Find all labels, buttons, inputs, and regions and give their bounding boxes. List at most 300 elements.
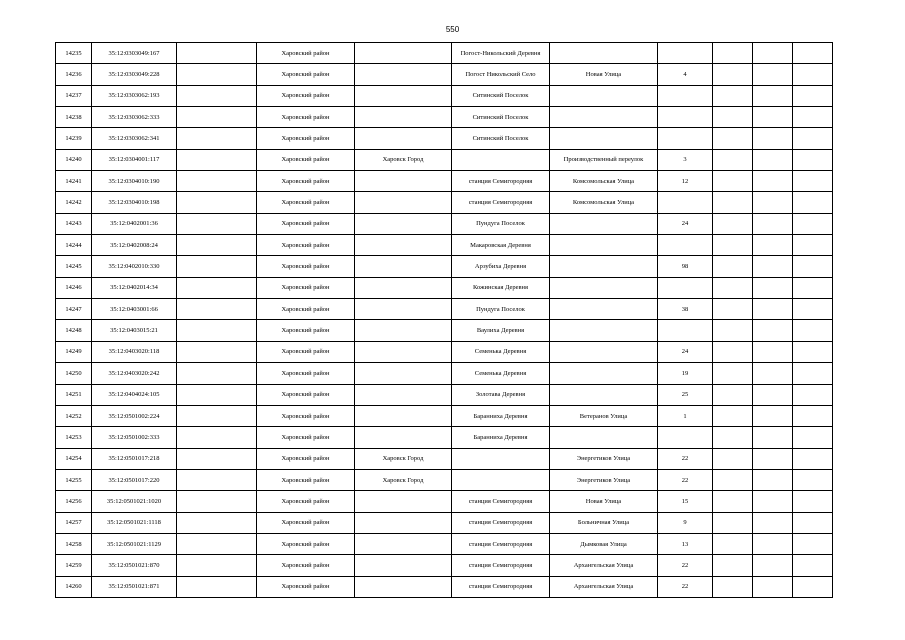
blank-cell xyxy=(177,128,257,149)
extra-cell-1 xyxy=(713,149,753,170)
extra-cell-1 xyxy=(713,277,753,298)
city-cell xyxy=(355,341,452,362)
street-cell: Энергетиков Улица xyxy=(550,469,658,490)
district-cell: Харовский район xyxy=(257,235,355,256)
extra-cell-3 xyxy=(793,363,833,384)
street-cell xyxy=(550,277,658,298)
district-cell: Харовский район xyxy=(257,64,355,85)
extra-cell-3 xyxy=(793,427,833,448)
table-row xyxy=(56,85,833,106)
extra-cell-2 xyxy=(753,128,793,149)
extra-cell-2 xyxy=(753,512,793,533)
house-number-cell: 24 xyxy=(658,341,713,362)
extra-cell-3 xyxy=(793,235,833,256)
blank-cell xyxy=(177,384,257,405)
table-row xyxy=(56,171,833,192)
district-cell: Харовский район xyxy=(257,128,355,149)
extra-cell-2 xyxy=(753,363,793,384)
extra-cell-3 xyxy=(793,256,833,277)
city-cell xyxy=(355,235,452,256)
city-cell xyxy=(355,363,452,384)
city-cell xyxy=(355,213,452,234)
house-number-cell: 13 xyxy=(658,533,713,554)
city-cell xyxy=(355,405,452,426)
settlement-cell: Пундуга Поселок xyxy=(452,299,550,320)
cadastral-number-cell: 35:12:0403020:118 xyxy=(92,341,177,362)
street-cell xyxy=(550,256,658,277)
district-cell: Харовский район xyxy=(257,171,355,192)
row-number-cell: 14257 xyxy=(56,512,92,533)
settlement-cell: Баранниха Деревня xyxy=(452,427,550,448)
district-cell: Харовский район xyxy=(257,512,355,533)
extra-cell-2 xyxy=(753,192,793,213)
settlement-cell: Ситинский Поселок xyxy=(452,107,550,128)
table-row xyxy=(56,107,833,128)
extra-cell-1 xyxy=(713,491,753,512)
house-number-cell xyxy=(658,43,713,64)
house-number-cell xyxy=(658,107,713,128)
extra-cell-2 xyxy=(753,491,793,512)
house-number-cell: 4 xyxy=(658,64,713,85)
street-cell: Ветеранов Улица xyxy=(550,405,658,426)
city-cell xyxy=(355,299,452,320)
house-number-cell xyxy=(658,235,713,256)
house-number-cell: 98 xyxy=(658,256,713,277)
district-cell: Харовский район xyxy=(257,149,355,170)
cadastral-number-cell: 35:12:0303049:228 xyxy=(92,64,177,85)
blank-cell xyxy=(177,64,257,85)
registry-body xyxy=(56,43,833,598)
house-number-cell: 22 xyxy=(658,555,713,576)
extra-cell-1 xyxy=(713,405,753,426)
street-cell xyxy=(550,299,658,320)
blank-cell xyxy=(177,576,257,597)
blank-cell xyxy=(177,405,257,426)
extra-cell-3 xyxy=(793,512,833,533)
row-number-cell: 14246 xyxy=(56,277,92,298)
settlement-cell: Пундуга Поселок xyxy=(452,213,550,234)
extra-cell-1 xyxy=(713,299,753,320)
extra-cell-2 xyxy=(753,85,793,106)
extra-cell-3 xyxy=(793,192,833,213)
district-cell: Харовский район xyxy=(257,192,355,213)
extra-cell-1 xyxy=(713,341,753,362)
extra-cell-1 xyxy=(713,448,753,469)
blank-cell xyxy=(177,320,257,341)
house-number-cell xyxy=(658,85,713,106)
cadastral-number-cell: 35:12:0402010:330 xyxy=(92,256,177,277)
district-cell: Харовский район xyxy=(257,555,355,576)
row-number-cell: 14251 xyxy=(56,384,92,405)
blank-cell xyxy=(177,491,257,512)
table-row xyxy=(56,299,833,320)
table-row xyxy=(56,43,833,64)
table-row xyxy=(56,256,833,277)
cadastral-number-cell: 35:12:0403001:66 xyxy=(92,299,177,320)
row-number-cell: 14250 xyxy=(56,363,92,384)
house-number-cell xyxy=(658,320,713,341)
extra-cell-1 xyxy=(713,213,753,234)
house-number-cell: 38 xyxy=(658,299,713,320)
extra-cell-3 xyxy=(793,491,833,512)
row-number-cell: 14255 xyxy=(56,469,92,490)
city-cell xyxy=(355,512,452,533)
street-cell xyxy=(550,128,658,149)
city-cell xyxy=(355,277,452,298)
district-cell: Харовский район xyxy=(257,213,355,234)
settlement-cell: станция Семигородняя xyxy=(452,171,550,192)
street-cell xyxy=(550,43,658,64)
cadastral-number-cell: 35:12:0403015:21 xyxy=(92,320,177,341)
street-cell: Дымковая Улица xyxy=(550,533,658,554)
cadastral-number-cell: 35:12:0501002:333 xyxy=(92,427,177,448)
settlement-cell xyxy=(452,448,550,469)
extra-cell-2 xyxy=(753,341,793,362)
extra-cell-2 xyxy=(753,107,793,128)
row-number-cell: 14239 xyxy=(56,128,92,149)
extra-cell-2 xyxy=(753,277,793,298)
house-number-cell: 9 xyxy=(658,512,713,533)
extra-cell-1 xyxy=(713,512,753,533)
table-row xyxy=(56,384,833,405)
street-cell xyxy=(550,85,658,106)
table-row xyxy=(56,341,833,362)
extra-cell-3 xyxy=(793,341,833,362)
extra-cell-2 xyxy=(753,427,793,448)
city-cell xyxy=(355,192,452,213)
settlement-cell: Золотава Деревня xyxy=(452,384,550,405)
settlement-cell: станция Семигородняя xyxy=(452,576,550,597)
row-number-cell: 14248 xyxy=(56,320,92,341)
row-number-cell: 14249 xyxy=(56,341,92,362)
extra-cell-1 xyxy=(713,43,753,64)
table-row xyxy=(56,491,833,512)
cadastral-number-cell: 35:12:0303062:333 xyxy=(92,107,177,128)
row-number-cell: 14260 xyxy=(56,576,92,597)
extra-cell-2 xyxy=(753,213,793,234)
settlement-cell: Кожинская Деревня xyxy=(452,277,550,298)
street-cell xyxy=(550,427,658,448)
street-cell xyxy=(550,320,658,341)
street-cell xyxy=(550,213,658,234)
street-cell: Больничная Улица xyxy=(550,512,658,533)
blank-cell xyxy=(177,192,257,213)
cadastral-number-cell: 35:12:0501017:220 xyxy=(92,469,177,490)
house-number-cell: 24 xyxy=(658,213,713,234)
cadastral-number-cell: 35:12:0402008:24 xyxy=(92,235,177,256)
extra-cell-2 xyxy=(753,448,793,469)
blank-cell xyxy=(177,43,257,64)
house-number-cell: 3 xyxy=(658,149,713,170)
city-cell xyxy=(355,128,452,149)
settlement-cell: Семенька Деревня xyxy=(452,363,550,384)
extra-cell-3 xyxy=(793,277,833,298)
extra-cell-3 xyxy=(793,405,833,426)
cadastral-number-cell: 35:12:0404024:105 xyxy=(92,384,177,405)
settlement-cell: Ваулиха Деревня xyxy=(452,320,550,341)
extra-cell-1 xyxy=(713,576,753,597)
cadastral-number-cell: 35:12:0403020:242 xyxy=(92,363,177,384)
city-cell xyxy=(355,64,452,85)
extra-cell-2 xyxy=(753,405,793,426)
house-number-cell: 25 xyxy=(658,384,713,405)
row-number-cell: 14254 xyxy=(56,448,92,469)
extra-cell-3 xyxy=(793,128,833,149)
extra-cell-1 xyxy=(713,363,753,384)
row-number-cell: 14238 xyxy=(56,107,92,128)
district-cell: Харовский район xyxy=(257,320,355,341)
cadastral-number-cell: 35:12:0501021:1129 xyxy=(92,533,177,554)
cadastral-number-cell: 35:12:0501021:870 xyxy=(92,555,177,576)
district-cell: Харовский район xyxy=(257,491,355,512)
table-row xyxy=(56,192,833,213)
city-cell xyxy=(355,576,452,597)
row-number-cell: 14256 xyxy=(56,491,92,512)
house-number-cell xyxy=(658,192,713,213)
table-row xyxy=(56,405,833,426)
blank-cell xyxy=(177,448,257,469)
blank-cell xyxy=(177,299,257,320)
city-cell xyxy=(355,533,452,554)
table-row xyxy=(56,320,833,341)
extra-cell-2 xyxy=(753,43,793,64)
extra-cell-1 xyxy=(713,384,753,405)
blank-cell xyxy=(177,171,257,192)
row-number-cell: 14247 xyxy=(56,299,92,320)
blank-cell xyxy=(177,235,257,256)
settlement-cell xyxy=(452,469,550,490)
city-cell xyxy=(355,256,452,277)
city-cell xyxy=(355,384,452,405)
house-number-cell xyxy=(658,277,713,298)
extra-cell-2 xyxy=(753,299,793,320)
extra-cell-3 xyxy=(793,43,833,64)
extra-cell-2 xyxy=(753,64,793,85)
extra-cell-1 xyxy=(713,107,753,128)
row-number-cell: 14235 xyxy=(56,43,92,64)
row-number-cell: 14244 xyxy=(56,235,92,256)
extra-cell-2 xyxy=(753,320,793,341)
extra-cell-3 xyxy=(793,64,833,85)
extra-cell-3 xyxy=(793,213,833,234)
extra-cell-1 xyxy=(713,171,753,192)
extra-cell-3 xyxy=(793,320,833,341)
cadastral-number-cell: 35:12:0303049:167 xyxy=(92,43,177,64)
extra-cell-3 xyxy=(793,149,833,170)
settlement-cell: Погост-Никольский Деревня xyxy=(452,43,550,64)
street-cell xyxy=(550,363,658,384)
row-number-cell: 14259 xyxy=(56,555,92,576)
district-cell: Харовский район xyxy=(257,576,355,597)
settlement-cell: станция Семигородняя xyxy=(452,555,550,576)
extra-cell-1 xyxy=(713,235,753,256)
row-number-cell: 14253 xyxy=(56,427,92,448)
extra-cell-1 xyxy=(713,64,753,85)
district-cell: Харовский район xyxy=(257,448,355,469)
city-cell xyxy=(355,427,452,448)
extra-cell-1 xyxy=(713,427,753,448)
district-cell: Харовский район xyxy=(257,277,355,298)
street-cell: Комсомольская Улица xyxy=(550,171,658,192)
house-number-cell xyxy=(658,128,713,149)
district-cell: Харовский район xyxy=(257,85,355,106)
extra-cell-3 xyxy=(793,576,833,597)
extra-cell-1 xyxy=(713,320,753,341)
extra-cell-1 xyxy=(713,128,753,149)
district-cell: Харовский район xyxy=(257,256,355,277)
row-number-cell: 14252 xyxy=(56,405,92,426)
extra-cell-3 xyxy=(793,299,833,320)
street-cell xyxy=(550,235,658,256)
extra-cell-3 xyxy=(793,85,833,106)
row-number-cell: 14243 xyxy=(56,213,92,234)
house-number-cell xyxy=(658,427,713,448)
page-number: 550 xyxy=(445,25,460,34)
blank-cell xyxy=(177,533,257,554)
extra-cell-2 xyxy=(753,256,793,277)
row-number-cell: 14237 xyxy=(56,85,92,106)
city-cell xyxy=(355,171,452,192)
table-row xyxy=(56,277,833,298)
settlement-cell: станция Семигородняя xyxy=(452,512,550,533)
street-cell xyxy=(550,341,658,362)
district-cell: Харовский район xyxy=(257,341,355,362)
table-row xyxy=(56,512,833,533)
house-number-cell: 22 xyxy=(658,448,713,469)
district-cell: Харовский район xyxy=(257,384,355,405)
blank-cell xyxy=(177,469,257,490)
house-number-cell: 22 xyxy=(658,469,713,490)
settlement-cell: Арзубиха Деревня xyxy=(452,256,550,277)
district-cell: Харовский район xyxy=(257,405,355,426)
blank-cell xyxy=(177,512,257,533)
extra-cell-2 xyxy=(753,149,793,170)
table-row xyxy=(56,555,833,576)
settlement-cell: Ситинский Поселок xyxy=(452,85,550,106)
blank-cell xyxy=(177,149,257,170)
house-number-cell: 19 xyxy=(658,363,713,384)
settlement-cell: Ситинский Поселок xyxy=(452,128,550,149)
cadastral-number-cell: 35:12:0501002:224 xyxy=(92,405,177,426)
table-row xyxy=(56,363,833,384)
house-number-cell: 1 xyxy=(658,405,713,426)
row-number-cell: 14258 xyxy=(56,533,92,554)
extra-cell-1 xyxy=(713,192,753,213)
district-cell: Харовский район xyxy=(257,299,355,320)
table-row xyxy=(56,448,833,469)
extra-cell-3 xyxy=(793,448,833,469)
table-row xyxy=(56,469,833,490)
cadastral-number-cell: 35:12:0304010:198 xyxy=(92,192,177,213)
registry-table xyxy=(55,42,833,598)
city-cell xyxy=(355,320,452,341)
settlement-cell: станция Семигородняя xyxy=(452,491,550,512)
city-cell xyxy=(355,43,452,64)
extra-cell-2 xyxy=(753,235,793,256)
street-cell: Архангельская Улица xyxy=(550,555,658,576)
district-cell: Харовский район xyxy=(257,43,355,64)
cadastral-number-cell: 35:12:0501017:218 xyxy=(92,448,177,469)
extra-cell-3 xyxy=(793,171,833,192)
extra-cell-3 xyxy=(793,107,833,128)
cadastral-number-cell: 35:12:0304010:190 xyxy=(92,171,177,192)
district-cell: Харовский район xyxy=(257,107,355,128)
district-cell: Харовский район xyxy=(257,363,355,384)
blank-cell xyxy=(177,256,257,277)
cadastral-number-cell: 35:12:0501021:1118 xyxy=(92,512,177,533)
table-row xyxy=(56,235,833,256)
street-cell: Архангельская Улица xyxy=(550,576,658,597)
house-number-cell: 15 xyxy=(658,491,713,512)
cadastral-number-cell: 35:12:0402001:36 xyxy=(92,213,177,234)
extra-cell-2 xyxy=(753,384,793,405)
settlement-cell: станция Семигородняя xyxy=(452,192,550,213)
blank-cell xyxy=(177,213,257,234)
extra-cell-2 xyxy=(753,469,793,490)
city-cell: Харовск Город xyxy=(355,469,452,490)
city-cell xyxy=(355,555,452,576)
table-row xyxy=(56,64,833,85)
extra-cell-1 xyxy=(713,256,753,277)
blank-cell xyxy=(177,85,257,106)
city-cell: Харовск Город xyxy=(355,448,452,469)
table-row xyxy=(56,427,833,448)
extra-cell-1 xyxy=(713,469,753,490)
settlement-cell: Семенька Деревня xyxy=(452,341,550,362)
extra-cell-1 xyxy=(713,85,753,106)
street-cell: Производственный переулок xyxy=(550,149,658,170)
city-cell xyxy=(355,85,452,106)
cadastral-number-cell: 35:12:0303062:193 xyxy=(92,85,177,106)
cadastral-number-cell: 35:12:0303062:341 xyxy=(92,128,177,149)
table-row xyxy=(56,149,833,170)
settlement-cell: станция Семигородняя xyxy=(452,533,550,554)
row-number-cell: 14240 xyxy=(56,149,92,170)
row-number-cell: 14236 xyxy=(56,64,92,85)
extra-cell-2 xyxy=(753,171,793,192)
blank-cell xyxy=(177,427,257,448)
district-cell: Харовский район xyxy=(257,469,355,490)
cadastral-number-cell: 35:12:0304001:117 xyxy=(92,149,177,170)
street-cell xyxy=(550,107,658,128)
district-cell: Харовский район xyxy=(257,427,355,448)
house-number-cell: 22 xyxy=(658,576,713,597)
blank-cell xyxy=(177,363,257,384)
extra-cell-3 xyxy=(793,555,833,576)
settlement-cell: Погост Никольский Село xyxy=(452,64,550,85)
cadastral-number-cell: 35:12:0402014:34 xyxy=(92,277,177,298)
table-row xyxy=(56,128,833,149)
extra-cell-3 xyxy=(793,533,833,554)
extra-cell-3 xyxy=(793,469,833,490)
row-number-cell: 14245 xyxy=(56,256,92,277)
blank-cell xyxy=(177,341,257,362)
table-row xyxy=(56,533,833,554)
settlement-cell xyxy=(452,149,550,170)
street-cell: Энергетиков Улица xyxy=(550,448,658,469)
extra-cell-2 xyxy=(753,576,793,597)
extra-cell-2 xyxy=(753,533,793,554)
city-cell xyxy=(355,107,452,128)
city-cell: Харовск Город xyxy=(355,149,452,170)
street-cell: Комсомольская Улица xyxy=(550,192,658,213)
street-cell xyxy=(550,384,658,405)
cadastral-number-cell: 35:12:0501021:1020 xyxy=(92,491,177,512)
blank-cell xyxy=(177,555,257,576)
table-row xyxy=(56,213,833,234)
table-row xyxy=(56,576,833,597)
street-cell: Новая Улица xyxy=(550,491,658,512)
